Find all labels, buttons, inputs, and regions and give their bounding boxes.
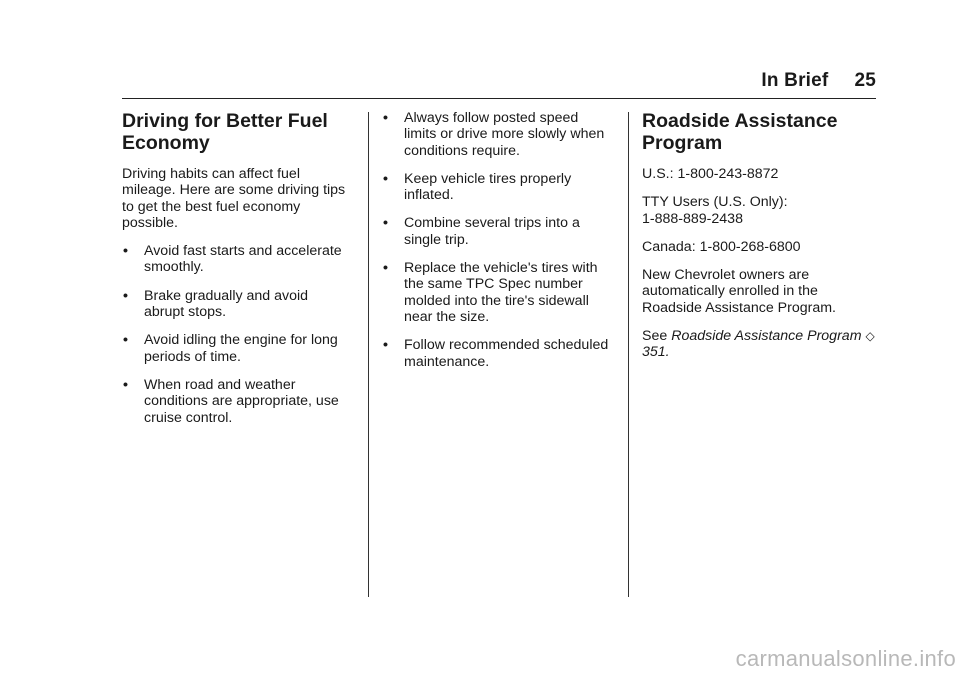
page-number: 25 <box>854 70 876 91</box>
roadside-assistance-heading: Roadside Assistance Program <box>642 110 838 154</box>
list-item: • Replace the vehicle's tires with the same TPC Spec number molded into the tire's sidewall near the size. <box>383 260 598 325</box>
bullet-icon: • <box>123 287 128 304</box>
fuel-economy-intro: Driving habits can affect fuel mileage. Here are some driving tips to get the best fuel economy possible. <box>122 166 346 231</box>
cross-reference-page[interactable]: 351 <box>642 344 666 361</box>
tty-number: 1-888-889-2438 <box>642 210 743 227</box>
bullet-icon: • <box>383 215 388 232</box>
tty-label: TTY Users (U.S. Only): <box>642 194 788 211</box>
left-column <box>122 110 350 438</box>
fuel-tips-list <box>122 243 350 426</box>
column-divider-2 <box>628 112 629 597</box>
fuel-economy-heading: Driving for Better Fuel Economy <box>122 110 328 154</box>
bullet-icon: • <box>383 170 388 187</box>
right-column <box>642 110 876 373</box>
enrollment-text: New Chevrolet owners are automatically enrolled in the Roadside Assistance Program. <box>642 267 836 316</box>
bullet-icon: • <box>123 376 128 393</box>
site-watermark: carmanualsonline.info <box>735 646 956 671</box>
us-phone-line: U.S.: 1-800-243-8872 <box>642 166 779 182</box>
page-header <box>761 70 876 92</box>
list-item: • Brake gradually and avoid abrupt stops. <box>123 287 309 321</box>
list-item: • Keep vehicle tires properly inflated. <box>383 170 572 204</box>
page-reference-icon: ◇ <box>865 329 875 344</box>
cross-reference-link[interactable]: Roadside Assistance Program <box>671 328 862 345</box>
fuel-tips-list-continued <box>382 110 614 370</box>
bullet-icon: • <box>383 110 388 126</box>
list-item: • Follow recommended scheduled maintenance. <box>383 337 609 370</box>
tty-block <box>642 194 876 227</box>
list-item: • Combine several trips into a single trip. <box>383 215 580 248</box>
list-item: • Always follow posted speed limits or drive more slowly when conditions require. <box>383 110 605 159</box>
section-title: In Brief <box>761 70 829 91</box>
middle-column <box>382 110 614 382</box>
list-item: • Avoid idling the engine for long periods of time. <box>123 332 338 365</box>
bullet-icon: • <box>383 337 388 354</box>
header-rule <box>122 98 876 99</box>
canada-phone-line: Canada: 1-800-268-6800 <box>642 238 801 255</box>
list-item: • When road and weather conditions are appropriate, use cruise control. <box>123 376 339 426</box>
cross-reference: See Roadside Assistance Program ◇ 351. <box>642 328 875 361</box>
bullet-icon: • <box>383 260 388 277</box>
list-item: • Avoid fast starts and accelerate smoothly. <box>123 243 342 276</box>
bullet-icon: • <box>123 332 128 349</box>
bullet-icon: • <box>123 243 128 260</box>
column-divider-1 <box>368 112 369 597</box>
